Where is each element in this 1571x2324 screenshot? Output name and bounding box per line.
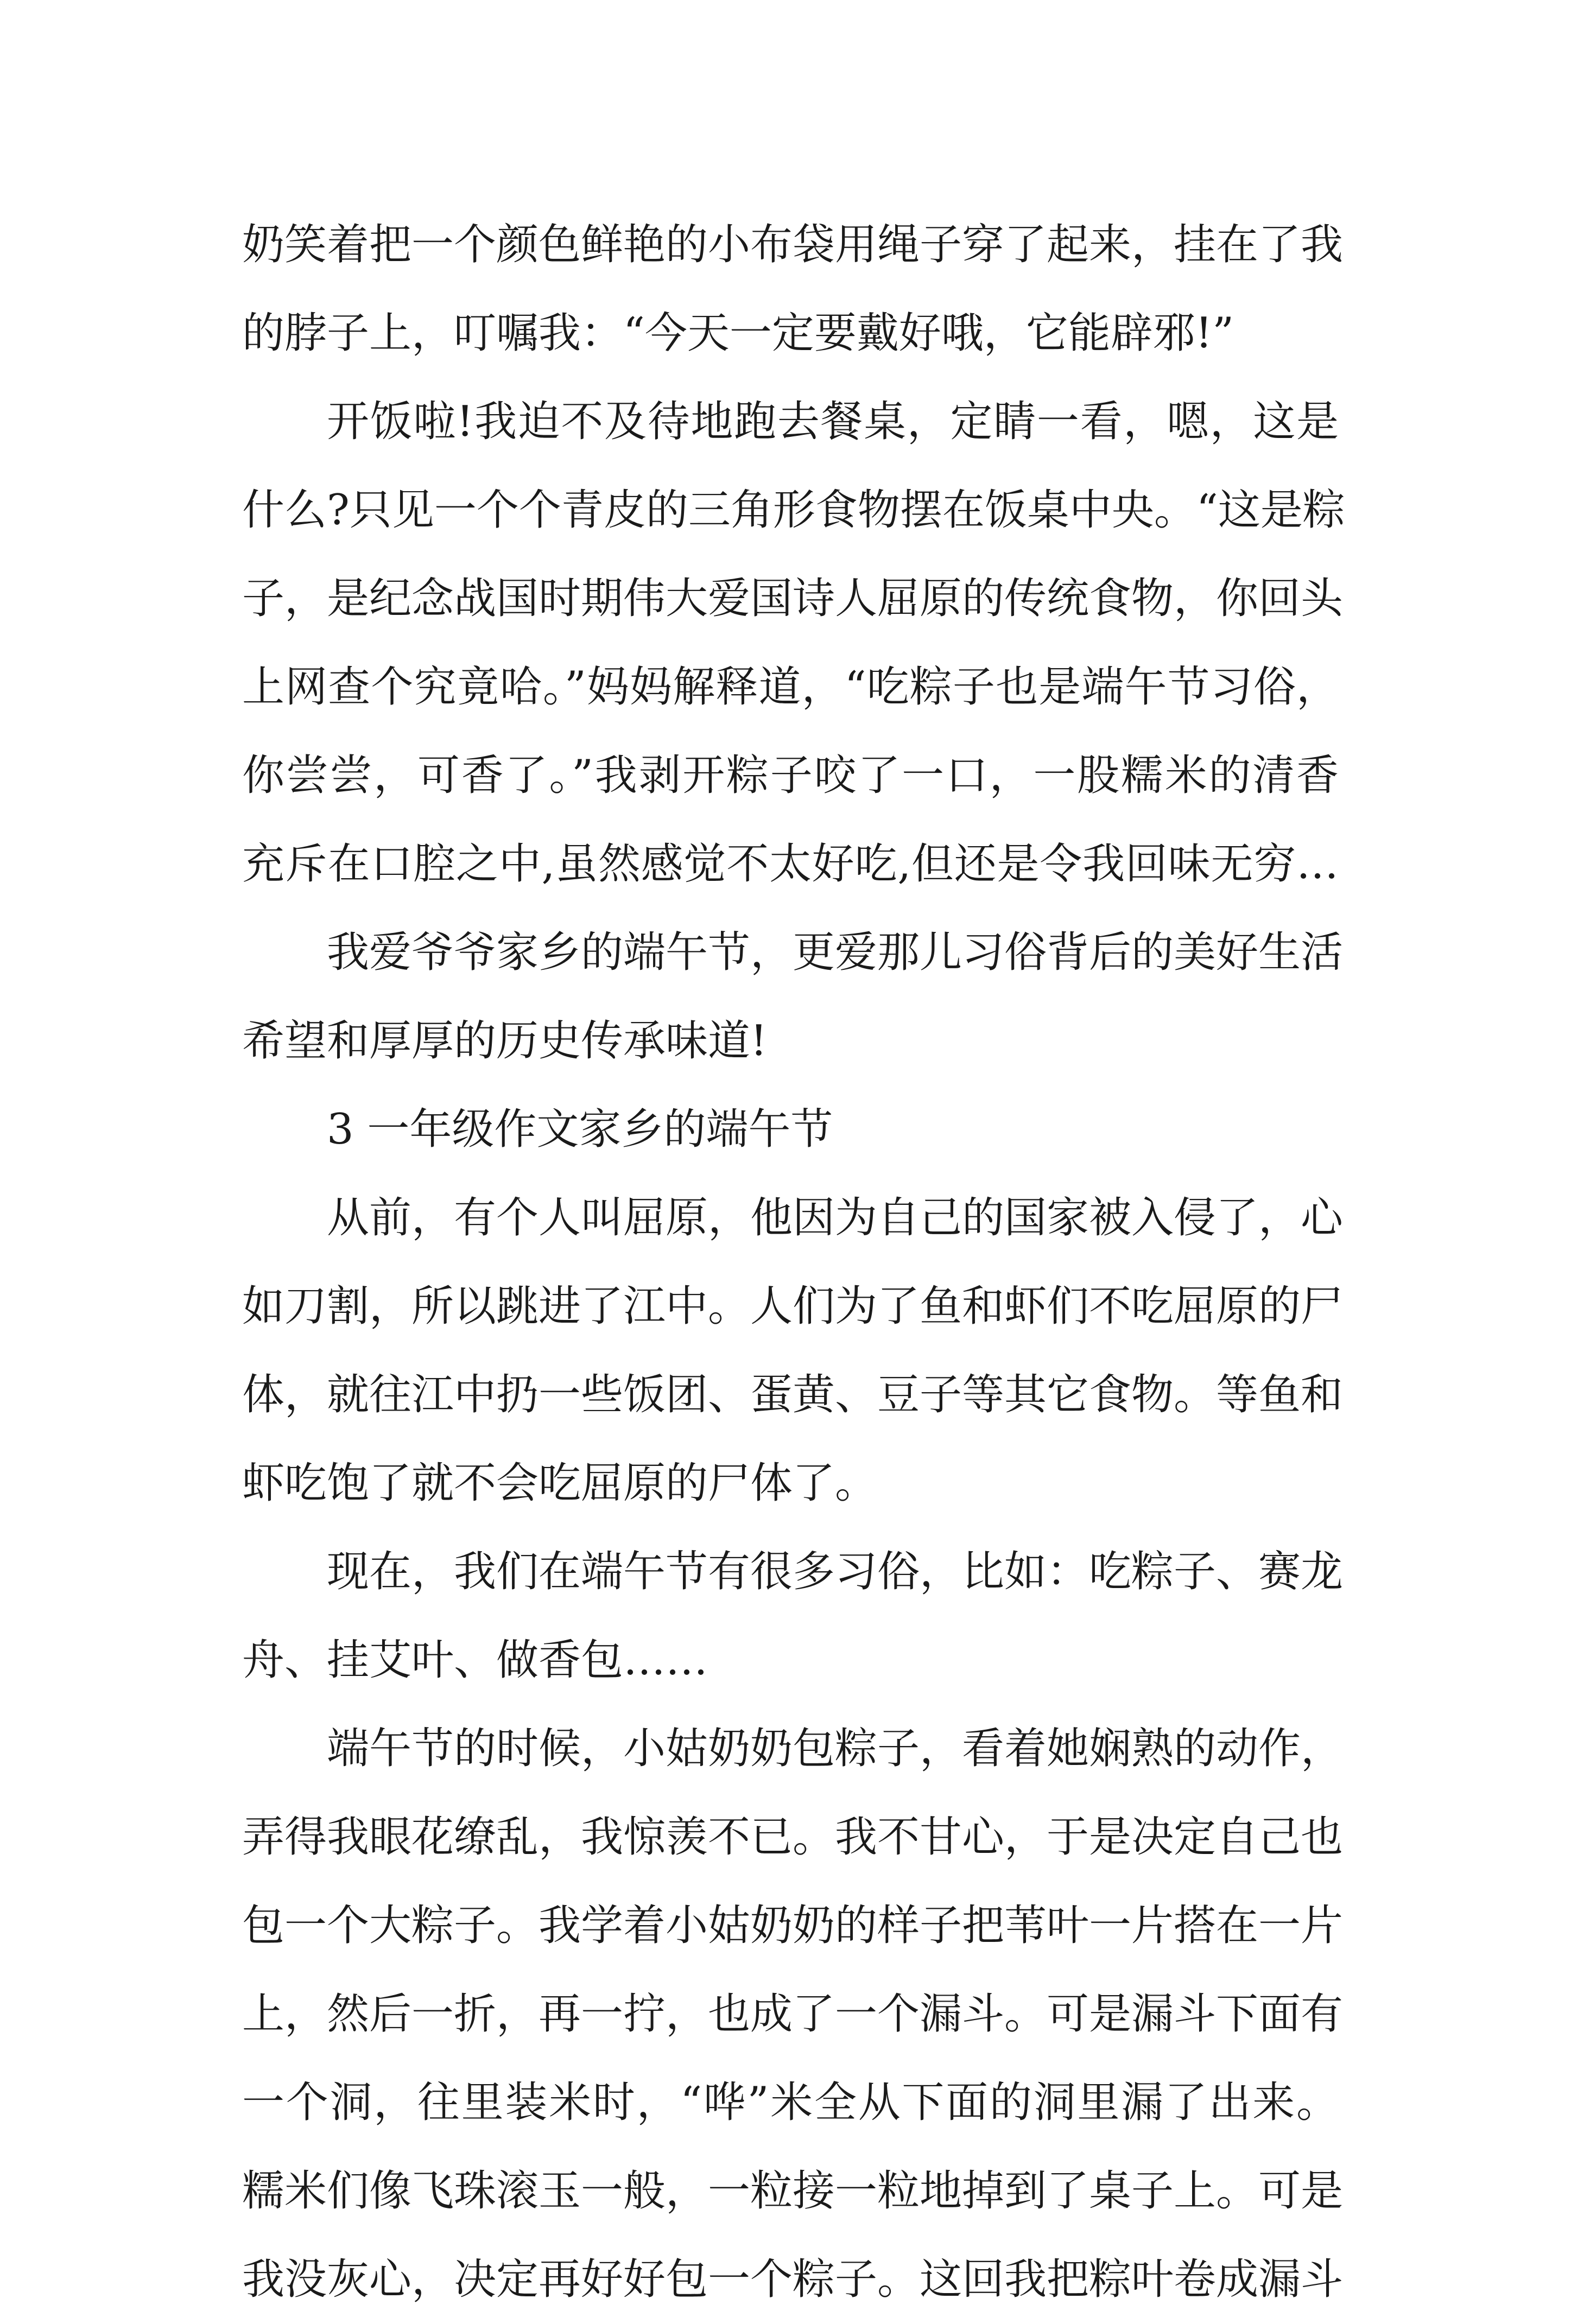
text-line: 充斥在口腔之中,虽然感觉不太好吃,但还是令我回味无穷… (242, 840, 1339, 888)
text-line: 现在，我们在端午节有很多习俗，比如：吃粽子、赛龙 (327, 1547, 1344, 1596)
text-line: 子，是纪念战国时期伟大爱国诗人屈原的传统食物，你回头 (242, 574, 1344, 623)
text-line: 你尝尝，可香了。”我剥开粽子咬了一口，一股糯米的清香 (242, 751, 1339, 800)
text-line: 我没灰心，决定再好好包一个粽子。这回我把粽叶卷成漏斗 (242, 2255, 1344, 2304)
text-line: 希望和厚厚的历史传承味道! (242, 1017, 768, 1065)
text-line: 3 一年级作文家乡的端午节 (327, 1105, 833, 1154)
text-line: 上，然后一折，再一拧，也成了一个漏斗。可是漏斗下面有 (242, 1990, 1344, 2039)
text-line: 的脖子上，叮嘱我：“今天一定要戴好哦，它能辟邪!” (242, 309, 1234, 358)
text-line: 一个洞，往里装米时，“哗”米全从下面的洞里漏了出来。 (242, 2078, 1339, 2127)
text-line: 如刀割，所以跳进了江中。人们为了鱼和虾们不吃屈原的尸 (242, 1282, 1344, 1331)
text-line: 上网查个究竟哈。”妈妈解释道，“吃粽子也是端午节习俗， (242, 663, 1339, 712)
text-line: 糯米们像飞珠滚玉一般，一粒接一粒地掉到了桌子上。可是 (242, 2167, 1344, 2215)
text-line: 开饭啦!我迫不及待地跑去餐桌，定睛一看，嗯，这是 (327, 397, 1339, 446)
text-line: 什么?只见一个个青皮的三角形食物摆在饭桌中央。“这是粽 (242, 486, 1345, 535)
text-line: 从前，有个人叫屈原，他因为自己的国家被入侵了，心 (327, 1193, 1344, 1242)
text-line: 虾吃饱了就不会吃屈原的尸体了。 (242, 1459, 878, 1508)
text-line: 弄得我眼花缭乱，我惊羡不已。我不甘心，于是决定自己也 (242, 1813, 1344, 1862)
text-line: 包一个大粽子。我学着小姑奶奶的样子把苇叶一片搭在一片 (242, 1901, 1344, 1950)
text-line: 体，就往江中扔一些饭团、蛋黄、豆子等其它食物。等鱼和 (242, 1370, 1344, 1419)
document-body (242, 201, 1345, 2324)
text-line: 端午节的时候，小姑奶奶包粽子，看着她娴熟的动作， (327, 1724, 1344, 1773)
text-line: 我爱爷爷家乡的端午节，更爱那儿习俗背后的美好生活 (327, 928, 1344, 977)
text-line: 奶笑着把一个颜色鲜艳的小布袋用绳子穿了起来，挂在了我 (242, 220, 1344, 269)
text-line: 舟、挂艾叶、做香包…… (242, 1636, 708, 1685)
